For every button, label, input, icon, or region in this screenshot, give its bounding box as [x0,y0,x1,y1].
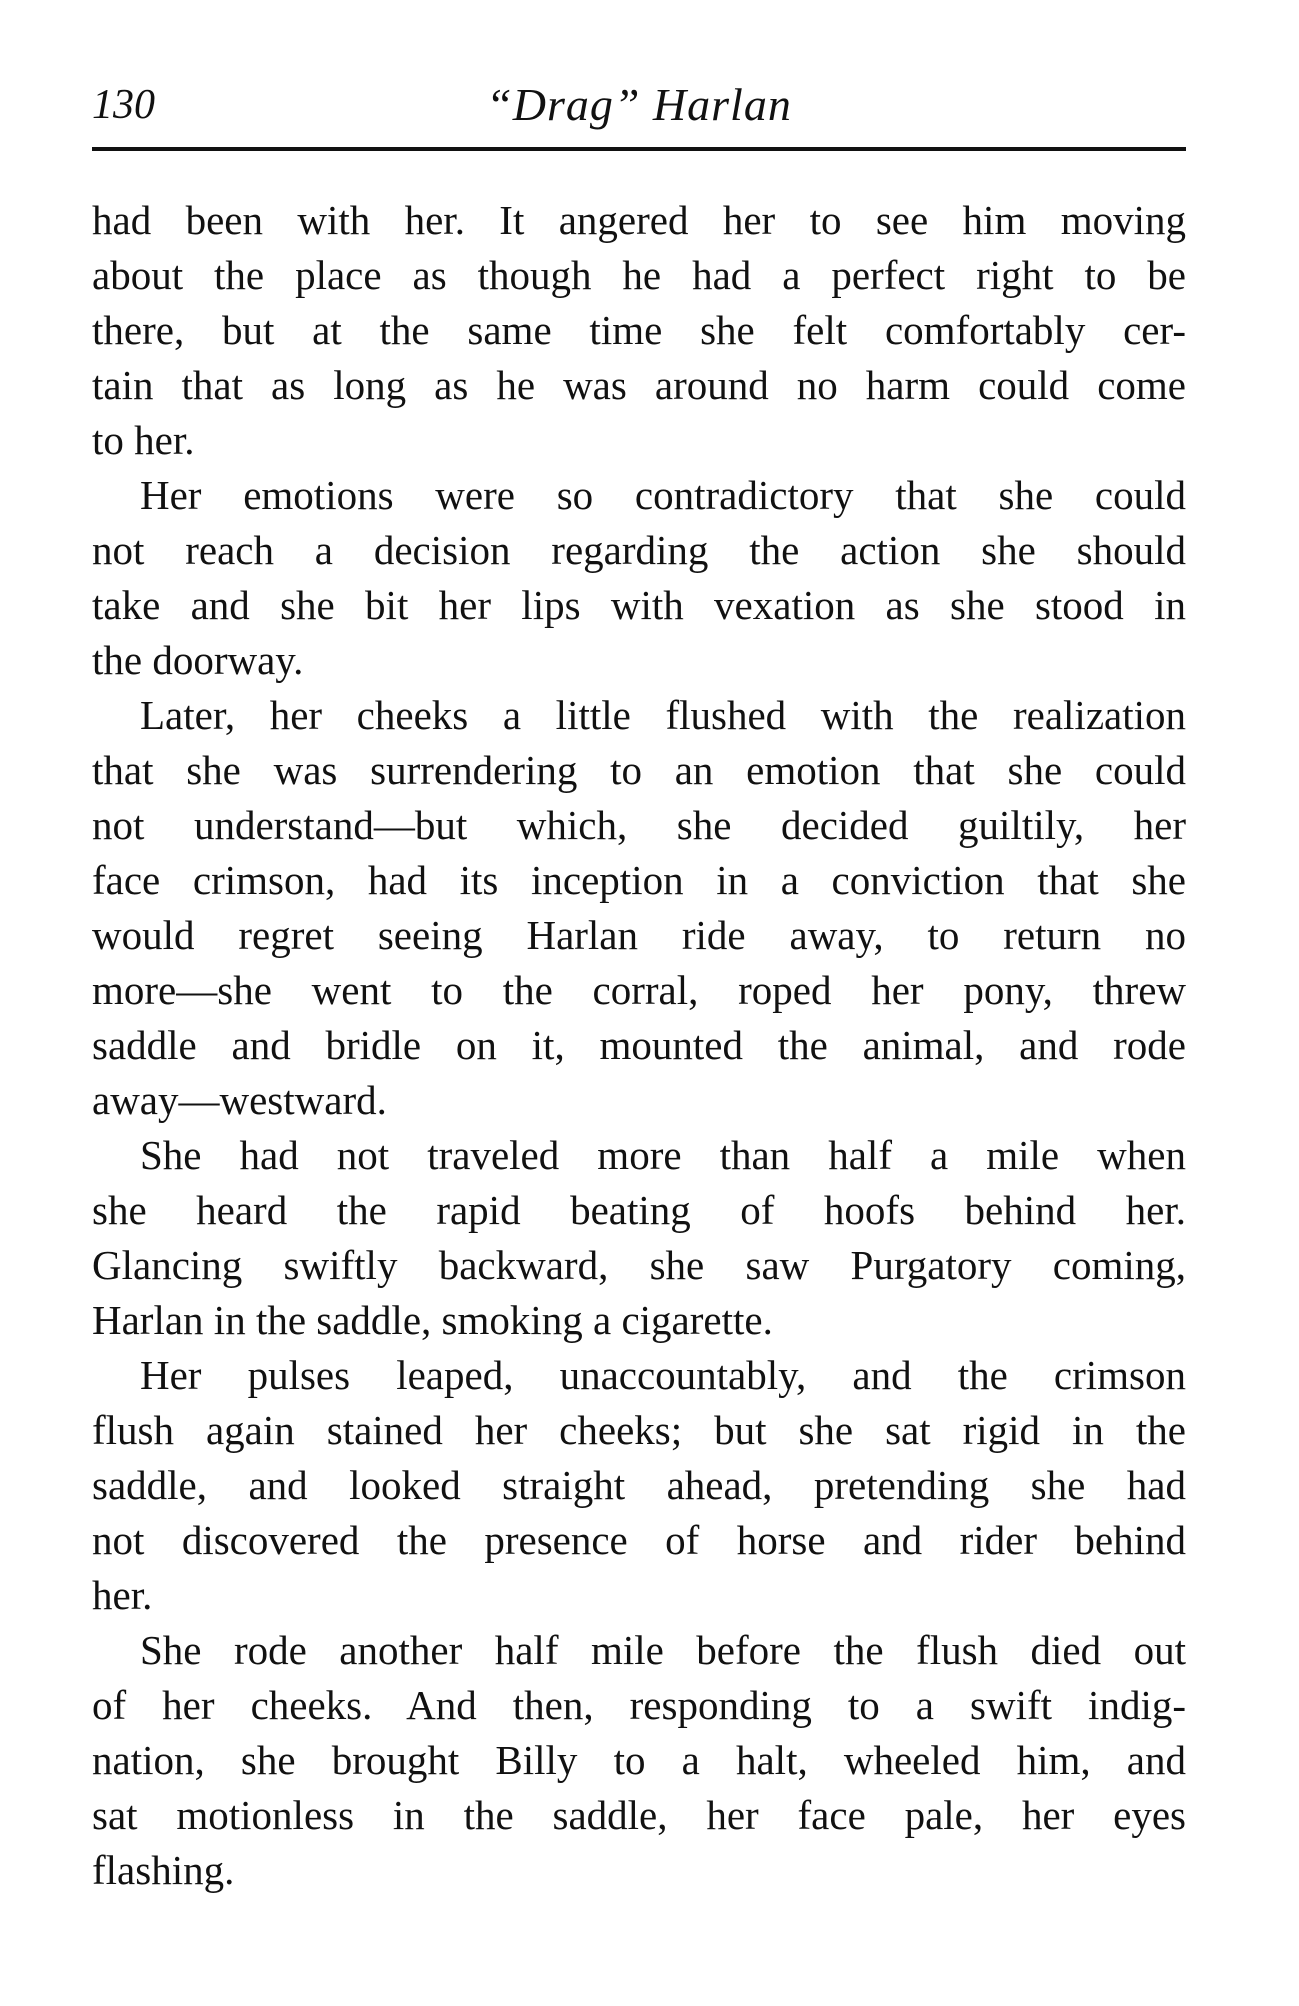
text-line: sat motionless in the saddle, her face pale, her eyes [92,1792,1186,1838]
text-line: tain that as long as he was around no harm could come [92,362,1186,408]
text-line: She had not traveled more than half a mile when [140,1132,1186,1178]
paragraph-4 [92,1128,1186,1348]
text-line: not reach a decision regarding the action she should [92,527,1186,573]
text-line: Her emotions were so contradictory that she could [140,472,1186,518]
text-line: Later, her cheeks a little flushed with the realization [140,692,1186,738]
text-line: face crimson, had its inception in a conviction that she [92,857,1186,903]
text-line: to her. [92,417,195,463]
text-line: away—westward. [92,1077,387,1123]
text-line: flashing. [92,1847,235,1893]
paragraph-2 [92,468,1186,688]
text-line: the doorway. [92,637,304,683]
text-line: not understand—but which, she decided guiltily, her [92,802,1186,848]
running-title: “Drag” Harlan [486,79,792,130]
text-line: flush again stained her cheeks; but she sat rigid in the [92,1407,1186,1453]
text-line: more—she went to the corral, roped her pony, threw [92,967,1186,1013]
text-line: take and she bit her lips with vexation as she stood in [92,582,1186,628]
paragraph-1 [92,193,1186,468]
text-line: saddle, and looked straight ahead, pretending she had [92,1462,1186,1508]
text-line: her. [92,1572,153,1618]
text-line: about the place as though he had a perfect right to be [92,252,1186,298]
text-line: She rode another half mile before the flush died out [140,1627,1186,1673]
paragraph-6 [92,1623,1186,1898]
text-line: had been with her. It angered her to see him moving [92,197,1186,243]
text-line: saddle and bridle on it, mounted the animal, and rode [92,1022,1186,1068]
text-line: would regret seeing Harlan ride away, to return no [92,912,1186,958]
text-line: she heard the rapid beating of hoofs behind her. [92,1187,1186,1233]
text-line: Glancing swiftly backward, she saw Purgatory coming, [92,1242,1186,1288]
paragraph-3 [92,688,1186,1128]
text-line: nation, she brought Billy to a halt, wheeled him, and [92,1737,1186,1783]
running-head [92,70,1186,140]
header-rule [92,147,1186,151]
paragraph-5 [92,1348,1186,1623]
text-line: that she was surrendering to an emotion that she could [92,747,1186,793]
text-line: Harlan in the saddle, smoking a cigarette. [92,1297,773,1343]
body-text [92,193,1186,1898]
text-line: Her pulses leaped, unaccountably, and the crimson [140,1352,1186,1398]
page-number: 130 [92,82,155,128]
text-line: not discovered the presence of horse and rider behind [92,1517,1186,1563]
text-line: there, but at the same time she felt comfortably cer- [92,307,1186,353]
text-line: of her cheeks. And then, responding to a swift indig- [92,1682,1186,1728]
